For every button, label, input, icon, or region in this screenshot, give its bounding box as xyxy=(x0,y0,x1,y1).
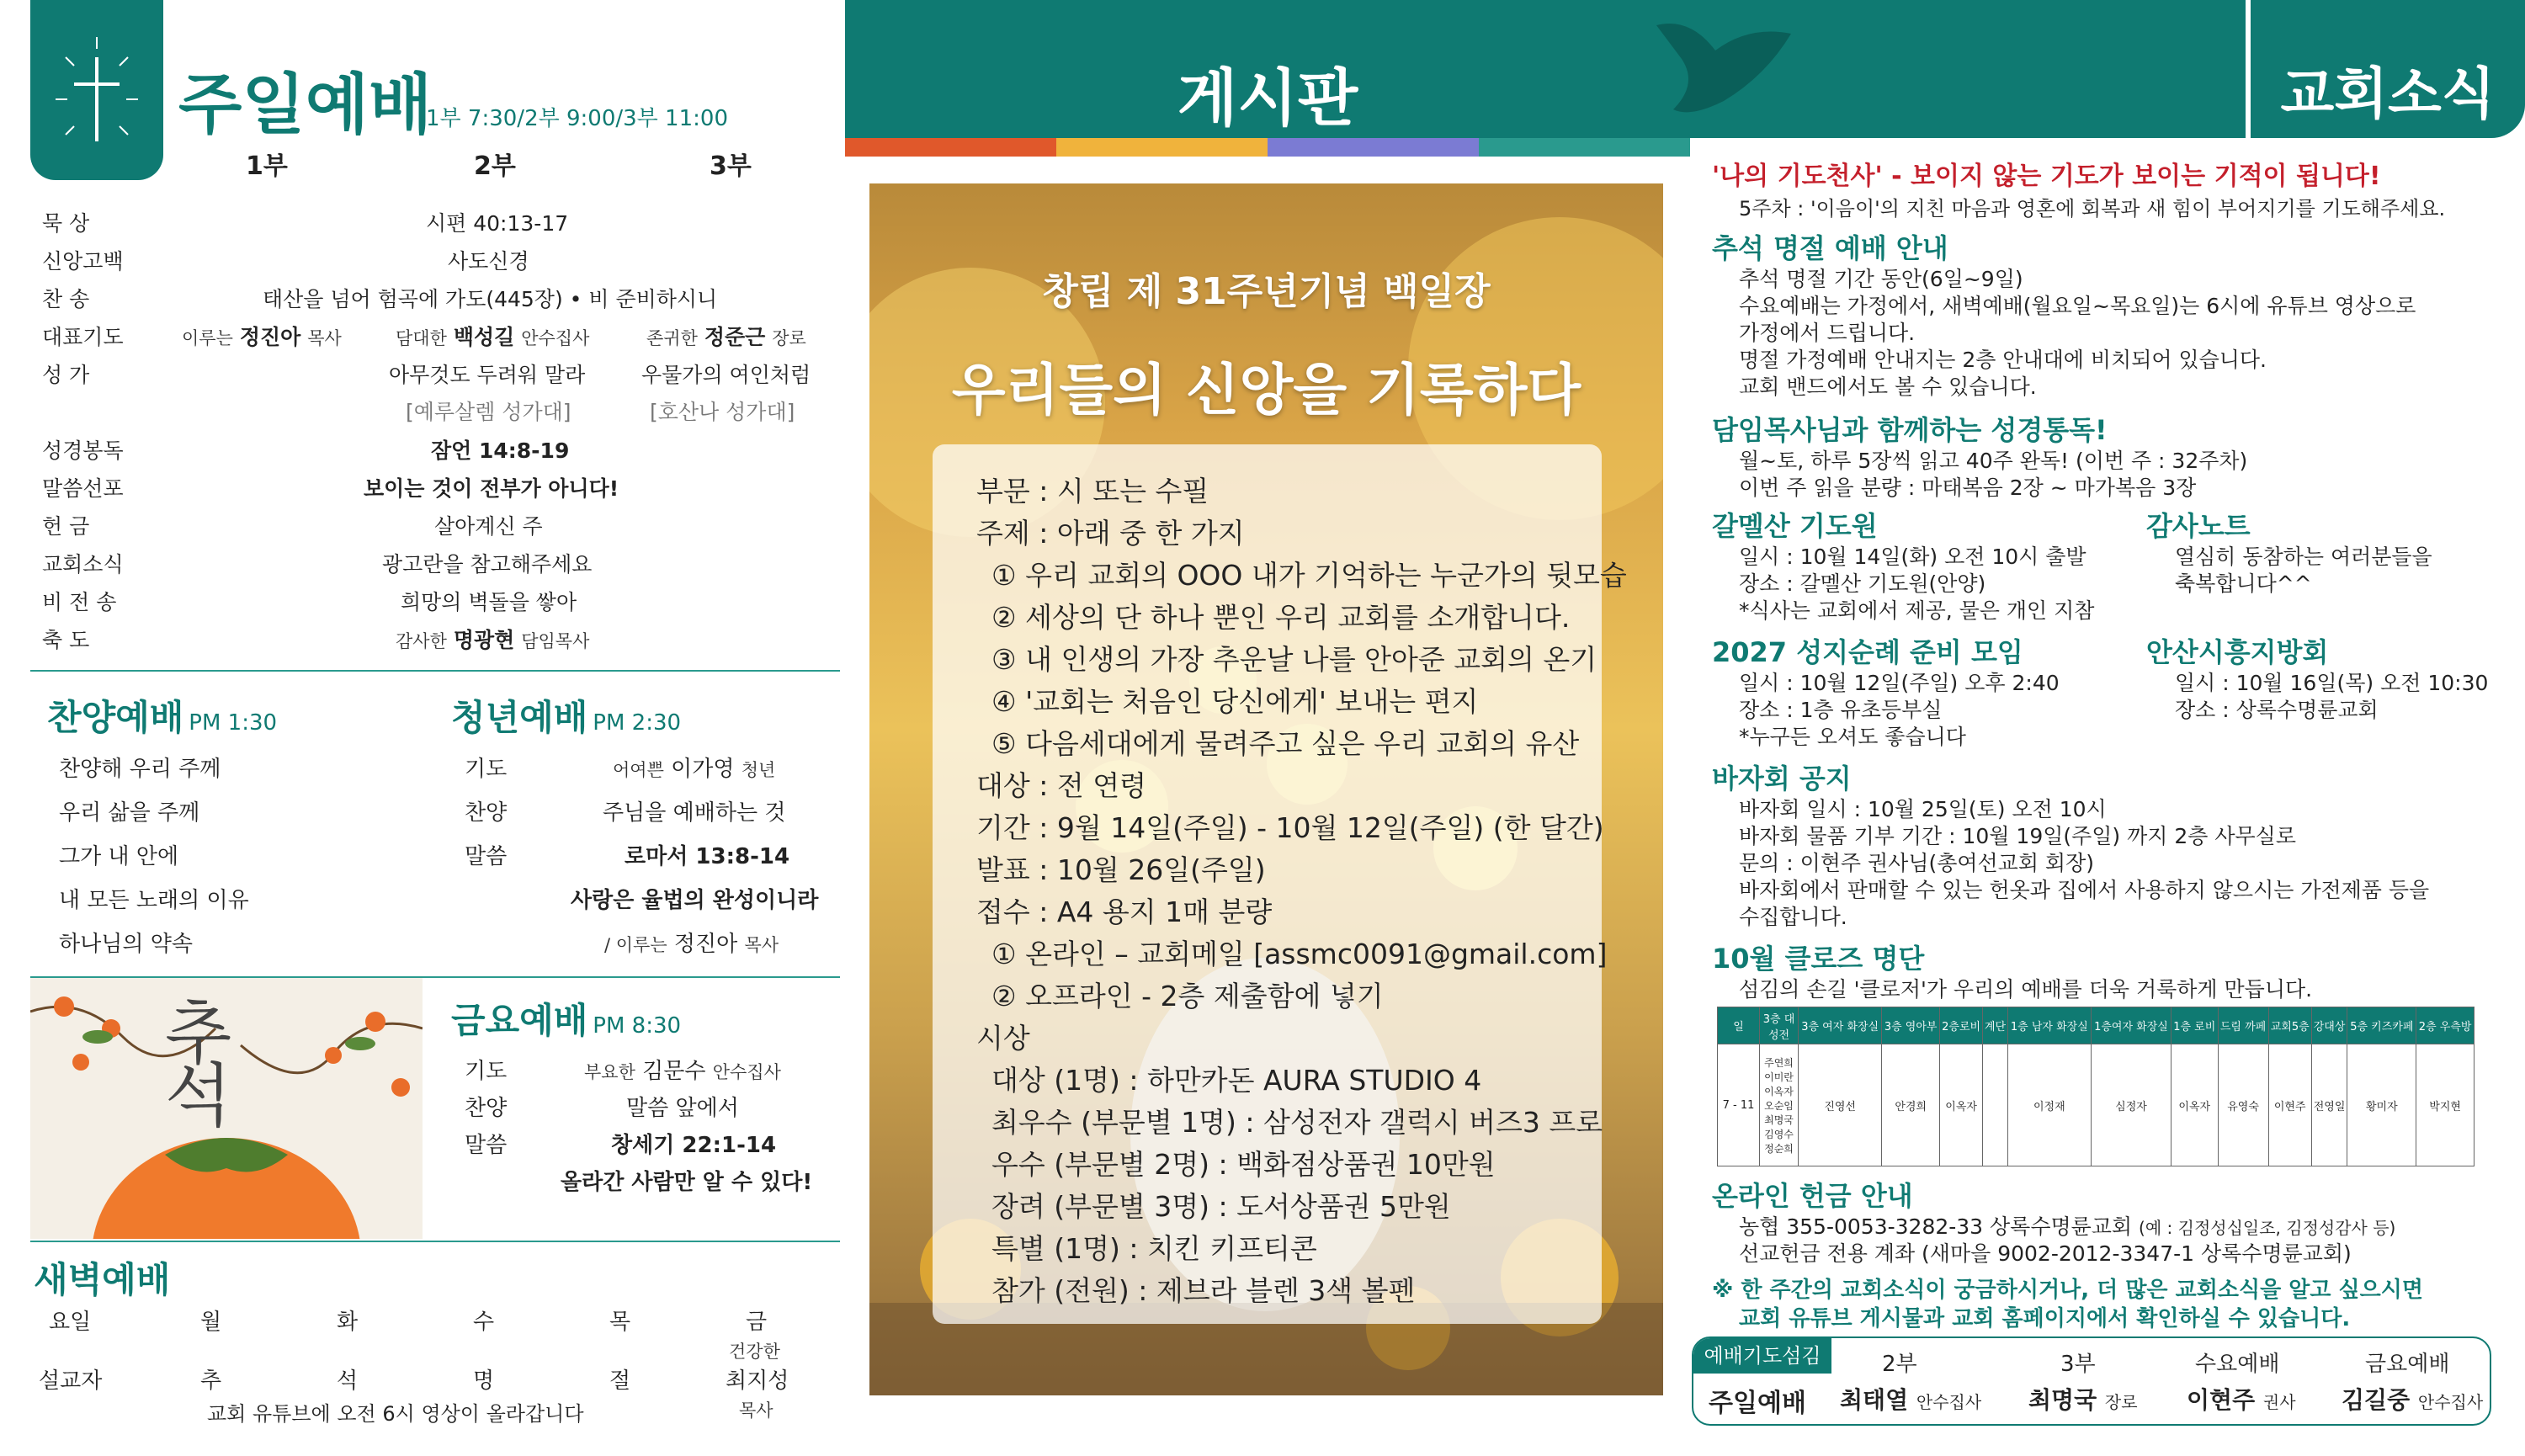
dawn-day: 월 xyxy=(200,1310,222,1335)
td: 유영숙 xyxy=(2218,1044,2268,1166)
th: 3층 영아부 xyxy=(1882,1007,1940,1044)
bible-title: 담임목사님과 함께하는 성경통독! xyxy=(1712,414,2108,446)
td xyxy=(1983,1044,2007,1166)
praise-song: 하나님의 약속 xyxy=(59,932,193,957)
row-value: 시편 40:13-17 xyxy=(426,211,569,236)
sunday-title: 주일예배 xyxy=(178,67,433,143)
board-line: 주제 : 아래 중 한 가지 xyxy=(976,517,1245,550)
friday-song: 말씀 앞에서 xyxy=(626,1096,739,1121)
col-2: 2부 xyxy=(474,151,516,181)
bible-line: 이번 주 읽을 분량 : 마태복음 2장 ~ 마가복음 3장 xyxy=(1739,476,2197,500)
row-label: 말씀선포 xyxy=(42,476,124,501)
choir-3: 우물가의 여인처럼 xyxy=(641,363,811,387)
board-line: ③ 내 인생의 가장 추운날 나를 안아준 교회의 온기 xyxy=(991,643,1597,676)
td: 진영선 xyxy=(1799,1044,1882,1166)
galmel-line: *식사는 교회에서 제공, 물은 개인 지참 xyxy=(1739,598,2095,623)
row-label: 묵 상 xyxy=(42,211,90,236)
td: 이현주 xyxy=(2268,1044,2311,1166)
youth-title: 청년예배 PM 2:30 xyxy=(451,697,682,738)
ansan-title: 안산시흥지방회 xyxy=(2146,636,2329,668)
row-label: 축 도 xyxy=(42,628,90,652)
praise-song: 그가 내 안에 xyxy=(59,844,179,869)
td: 주연희 이미란 이옥자 오순임 최명국 김영수 정순희 xyxy=(1760,1044,1799,1166)
dawn-day: 목 xyxy=(609,1310,631,1335)
board-line: 대상 : 전 연령 xyxy=(976,769,1146,802)
td: 황미자 xyxy=(2347,1044,2416,1166)
friday-prayer: 부요한 김문수 안수집사 xyxy=(584,1059,781,1084)
closer-title: 10월 클로즈 명단 xyxy=(1712,943,1925,975)
closer-table xyxy=(1717,1007,2474,1166)
board-line: 접수 : A4 용지 1매 분량 xyxy=(976,895,1273,928)
ansan-line: 일시 : 10월 16일(목) 오전 10:30 xyxy=(2175,671,2489,695)
row-value: 사도신경 xyxy=(448,249,529,274)
td: 박지현 xyxy=(2416,1044,2474,1166)
prayer-2: 담대한 백성길 안수집사 xyxy=(396,325,590,349)
row-value: 살아계신 주 xyxy=(434,514,543,539)
youth-label: 말씀 xyxy=(465,844,508,869)
table-row xyxy=(1718,1044,2474,1166)
online-title: 온라인 헌금 안내 xyxy=(1712,1180,1913,1212)
pilgrim-line: 일시 : 10월 12일(주일) 오후 2:40 xyxy=(1739,671,2060,695)
chuseok-line: 가정에서 드립니다. xyxy=(1739,321,1916,345)
chuseok-line: 수요예배는 가정에서, 새벽예배(월요일~목요일)는 6시에 유튜브 영상으로 xyxy=(1739,294,2416,318)
td: 이정재 xyxy=(2007,1044,2091,1166)
row-value: 보이는 것이 전부가 아니다! xyxy=(364,476,619,501)
dawn-preacher: 절 xyxy=(609,1368,631,1394)
sunday-logo-badge xyxy=(30,0,163,180)
th: 1층 남자 화장실 xyxy=(2007,1007,2091,1044)
board-line: 최우수 (부문별 1명) : 삼성전자 갤럭시 버즈3 프로 xyxy=(991,1106,1603,1139)
dawn-preacher: 명 xyxy=(473,1368,495,1394)
row-label: 헌 금 xyxy=(42,514,90,539)
pray-person: 이현주 권사 xyxy=(2187,1386,2296,1414)
pilgrim-line: *누구든 오셔도 좋습니다 xyxy=(1739,725,1966,749)
friday-title: 금요예배 PM 8:30 xyxy=(451,1000,682,1041)
dawn-day: 수 xyxy=(473,1310,495,1335)
th: 2층로비 xyxy=(1940,1007,1983,1044)
sunday-times: 1부 7:30/2부 9:00/3부 11:00 xyxy=(426,106,728,131)
ansan-line: 장소 : 상록수명륜교회 xyxy=(2175,698,2379,722)
bazaar-line: 바자회 일시 : 10월 25일(토) 오전 10시 xyxy=(1739,797,2107,821)
th: 1층여자 화장실 xyxy=(2091,1007,2171,1044)
bazaar-line: 바자회 물품 기부 기간 : 10월 19일(주일) 까지 2층 사무실로 xyxy=(1739,824,2296,848)
board-line: ② 오프라인 - 2층 제출함에 넣기 xyxy=(991,980,1384,1012)
row-value: 희망의 벽돌을 쌓아 xyxy=(401,590,577,614)
board-line: ② 세상의 단 하나 뿐인 우리 교회를 소개합니다. xyxy=(991,601,1571,634)
col-1: 1부 xyxy=(246,151,288,181)
col-3: 3부 xyxy=(710,151,752,181)
prayer-service-tag: 예배기도섬김 xyxy=(1693,1338,1831,1374)
bazaar-line: 문의 : 이현주 권사님(총여선교회 회장) xyxy=(1739,851,2094,875)
board-line: 발표 : 10월 26일(주일) xyxy=(976,853,1266,886)
board-header xyxy=(845,0,1690,138)
board-title: 우리들의 신앙을 기록하다 xyxy=(951,358,1581,422)
prayer-angel-body: 5주차 : '이음이'의 지친 마음과 영혼에 회복과 새 힘이 부어지기를 기도해주세요. xyxy=(1739,197,2446,221)
row-label: 찬 송 xyxy=(42,287,90,311)
prayer-service-label: 주일예배 xyxy=(1709,1389,1806,1418)
youth-label: 찬양 xyxy=(465,800,508,826)
online-line-1: 농협 355-0053-3282-33 상록수명륜교회 (예 : 김정성십일조, 김정성감사 등) xyxy=(1739,1214,2396,1239)
row-label: 신앙고백 xyxy=(42,249,124,274)
board-line: 대상 (1명) : 하만카돈 AURA STUDIO 4 xyxy=(991,1064,1482,1097)
bible-line: 월~토, 하루 5장씩 읽고 40주 완독! (이번 주 : 32주차) xyxy=(1739,449,2248,473)
choir-2-name: [예루살렘 성가대] xyxy=(406,400,571,424)
pilgrim-title: 2027 성지순례 준비 모임 xyxy=(1712,636,2023,668)
friday-label: 말씀 xyxy=(465,1133,508,1158)
thanks-line: 축복합니다^^ xyxy=(2175,571,2312,596)
row-label: 비 전 송 xyxy=(42,590,117,614)
th: 2층 우측방 xyxy=(2416,1007,2474,1044)
benediction: 감사한 명광현 담임목사 xyxy=(396,628,590,652)
chuseok-title: 추석 명절 예배 안내 xyxy=(1712,232,1948,264)
youth-sermon: 사랑은 율법의 완성이니라 xyxy=(571,888,819,913)
prayer-1: 이루는 정진아 목사 xyxy=(182,325,342,349)
th: 일 xyxy=(1718,1007,1760,1044)
bazaar-line: 바자회에서 판매할 수 있는 헌옷과 집에서 사용하지 않으시는 가전제품 등을 xyxy=(1739,878,2430,902)
galmel-line: 일시 : 10월 14일(화) 오전 10시 출발 xyxy=(1739,545,2086,569)
divider xyxy=(30,1241,840,1242)
board-line: 기간 : 9월 14일(주일) - 10월 12일(주일) (한 달간) xyxy=(976,811,1604,844)
divider xyxy=(30,670,840,672)
row-value: 태산을 넘어 험곡에 가도(445장) • 비 준비하시니 xyxy=(263,287,718,311)
row-value: 잠언 14:8-19 xyxy=(431,438,570,463)
galmel-line: 장소 : 갈멜산 기도원(안양) xyxy=(1739,571,1986,596)
youth-preacher: / 이루는 정진아 목사 xyxy=(604,932,779,957)
notice-line-1: ※ 한 주간의 교회소식이 궁금하시거나, 더 많은 교회소식을 알고 싶으시면 xyxy=(1712,1278,2423,1303)
friday-scripture: 창세기 22:1-14 xyxy=(611,1133,777,1158)
board-line: 장려 (부문별 3명) : 도서상품권 5만원 xyxy=(991,1190,1451,1223)
friday-label: 기도 xyxy=(465,1059,508,1084)
online-line-2: 선교헌금 전용 계좌 (새마을 9002-2012-3347-1 상록수명륜교회) xyxy=(1739,1241,2352,1266)
th: 교회5층 xyxy=(2268,1007,2311,1044)
row-label: 성경봉독 xyxy=(42,438,124,463)
chuseok-label: 추석 xyxy=(165,994,249,1136)
choir-2: 아무것도 두려워 말라 xyxy=(389,363,586,387)
th: 드림 까페 xyxy=(2218,1007,2268,1044)
board-line: ④ '교회는 처음인 당신에게' 보내는 편지 xyxy=(991,685,1479,718)
dawn-title: 새벽예배 xyxy=(34,1259,171,1300)
th: 1층 로비 xyxy=(2171,1007,2218,1044)
pray-head: 2부 xyxy=(1882,1352,1917,1377)
board-line: 부문 : 시 또는 수필 xyxy=(976,475,1209,507)
board-subtitle: 창립 제 31주년기념 백일장 xyxy=(1042,270,1491,313)
td: 안경희 xyxy=(1882,1044,1940,1166)
youth-scripture: 로마서 13:8-14 xyxy=(625,844,790,869)
dawn-day: 금 xyxy=(746,1310,768,1335)
pray-person: 김길중 안수집사 xyxy=(2342,1386,2484,1414)
pray-person: 최명국 장로 xyxy=(2028,1386,2138,1414)
youth-label: 기도 xyxy=(465,757,508,782)
row-label: 성 가 xyxy=(42,363,90,387)
prayer-angel-title: '나의 기도천사' - 보이지 않는 기도가 보이는 기적이 됩니다! xyxy=(1712,162,2381,191)
color-band xyxy=(845,138,1690,157)
th: 3층 여자 화장실 xyxy=(1799,1007,1882,1044)
board-line: ① 온라인 – 교회메일 [assmc0091@gmail.com] xyxy=(991,938,1608,970)
row-value: 광고란을 참고해주세요 xyxy=(382,552,593,577)
dawn-preacher-label: 설교자 xyxy=(39,1368,103,1394)
thanks-line: 열심히 동참하는 여러분들을 xyxy=(2175,545,2432,569)
td: 심정자 xyxy=(2091,1044,2171,1166)
choir-3-name: [호산나 성가대] xyxy=(650,400,795,424)
td: 이옥자 xyxy=(1940,1044,1983,1166)
prayer-3: 존귀한 정준근 장로 xyxy=(646,325,806,349)
th: 5층 키즈카페 xyxy=(2347,1007,2416,1044)
closer-body: 섬김의 손길 '클로저'가 우리의 예배를 더욱 거룩하게 만듭니다. xyxy=(1739,977,2313,1002)
dawn-fri-t: 목사 xyxy=(739,1400,773,1421)
youth-song: 주님을 예배하는 것 xyxy=(603,800,786,826)
youth-prayer: 어여쁜 이가영 청년 xyxy=(613,757,776,782)
friday-sermon: 올라간 사람만 알 수 있다! xyxy=(561,1170,813,1195)
dawn-preacher: 추 xyxy=(200,1368,222,1394)
board-line: 참가 (전원) : 제브라 블렌 3색 볼펜 xyxy=(991,1274,1416,1307)
pray-head: 수요예배 xyxy=(2195,1352,2280,1377)
praise-title: 찬양예배 PM 1:30 xyxy=(47,697,278,738)
chuseok-line: 교회 밴드에서도 볼 수 있습니다. xyxy=(1739,375,2037,399)
chuseok-illustration xyxy=(30,978,423,1239)
dove-icon xyxy=(1623,0,1825,138)
row-label: 교회소식 xyxy=(42,552,124,577)
dawn-fri-p: 건강한 xyxy=(729,1342,780,1362)
chuseok-line: 명절 가정예배 안내지는 2층 안내대에 비치되어 있습니다. xyxy=(1739,348,2267,372)
bazaar-line: 수집합니다. xyxy=(1739,905,1847,929)
dawn-preacher: 석 xyxy=(337,1368,359,1394)
board-line: ① 우리 교회의 OOO 내가 기억하는 누군가의 뒷모습 xyxy=(991,559,1627,592)
dawn-note: 교회 유튜브에 오전 6시 영상이 올라갑니다 xyxy=(207,1402,584,1426)
thanks-title: 감사노트 xyxy=(2146,510,2251,542)
pray-person: 최태열 안수집사 xyxy=(1840,1386,1982,1414)
praise-song: 찬양해 우리 주께 xyxy=(59,757,221,782)
friday-label: 찬양 xyxy=(465,1096,508,1121)
pray-head: 3부 xyxy=(2060,1352,2096,1377)
dawn-day: 화 xyxy=(337,1310,359,1335)
chuseok-line: 추석 명절 기간 동안(6일~9일) xyxy=(1739,267,2023,291)
news-top-bar xyxy=(1690,0,2246,138)
td: 전영일 xyxy=(2311,1044,2347,1166)
th: 강대상 xyxy=(2311,1007,2347,1044)
th: 계단 xyxy=(1983,1007,2007,1044)
notice-line-2: 교회 유튜브 게시물과 교회 홈페이지에서 확인하실 수 있습니다. xyxy=(1739,1306,2351,1331)
pray-head: 금요예배 xyxy=(2365,1352,2450,1377)
board-line: 시상 xyxy=(976,1022,1030,1055)
bazaar-title: 바자회 공지 xyxy=(1712,763,1852,794)
th: 3층 대성전 xyxy=(1760,1007,1799,1044)
board-header-title: 게시판 xyxy=(1177,62,1358,135)
td: 이옥자 xyxy=(2171,1044,2218,1166)
praise-song: 우리 삶을 주께 xyxy=(59,800,200,826)
pilgrim-line: 장소 : 1층 유초등부실 xyxy=(1739,698,1943,722)
row-label: 대표기도 xyxy=(42,325,124,349)
board-line: 특별 (1명) : 치킨 키프티콘 xyxy=(991,1232,1317,1265)
news-header xyxy=(2246,0,2525,138)
board-line: ⑤ 다음세대에게 물려주고 싶은 우리 교회의 유산 xyxy=(991,727,1580,760)
board-line: 우수 (부문별 2명) : 백화점상품권 10만원 xyxy=(991,1148,1496,1181)
td: 7 - 11 xyxy=(1718,1044,1760,1166)
praise-song: 내 모든 노래의 이유 xyxy=(59,888,249,913)
cross-icon xyxy=(30,0,163,180)
dawn-fri-n: 최지성 xyxy=(726,1368,789,1394)
dawn-day-label: 요일 xyxy=(49,1310,92,1335)
news-header-title: 교회소식 xyxy=(2280,61,2496,126)
galmel-title: 갈멜산 기도원 xyxy=(1712,510,1878,542)
